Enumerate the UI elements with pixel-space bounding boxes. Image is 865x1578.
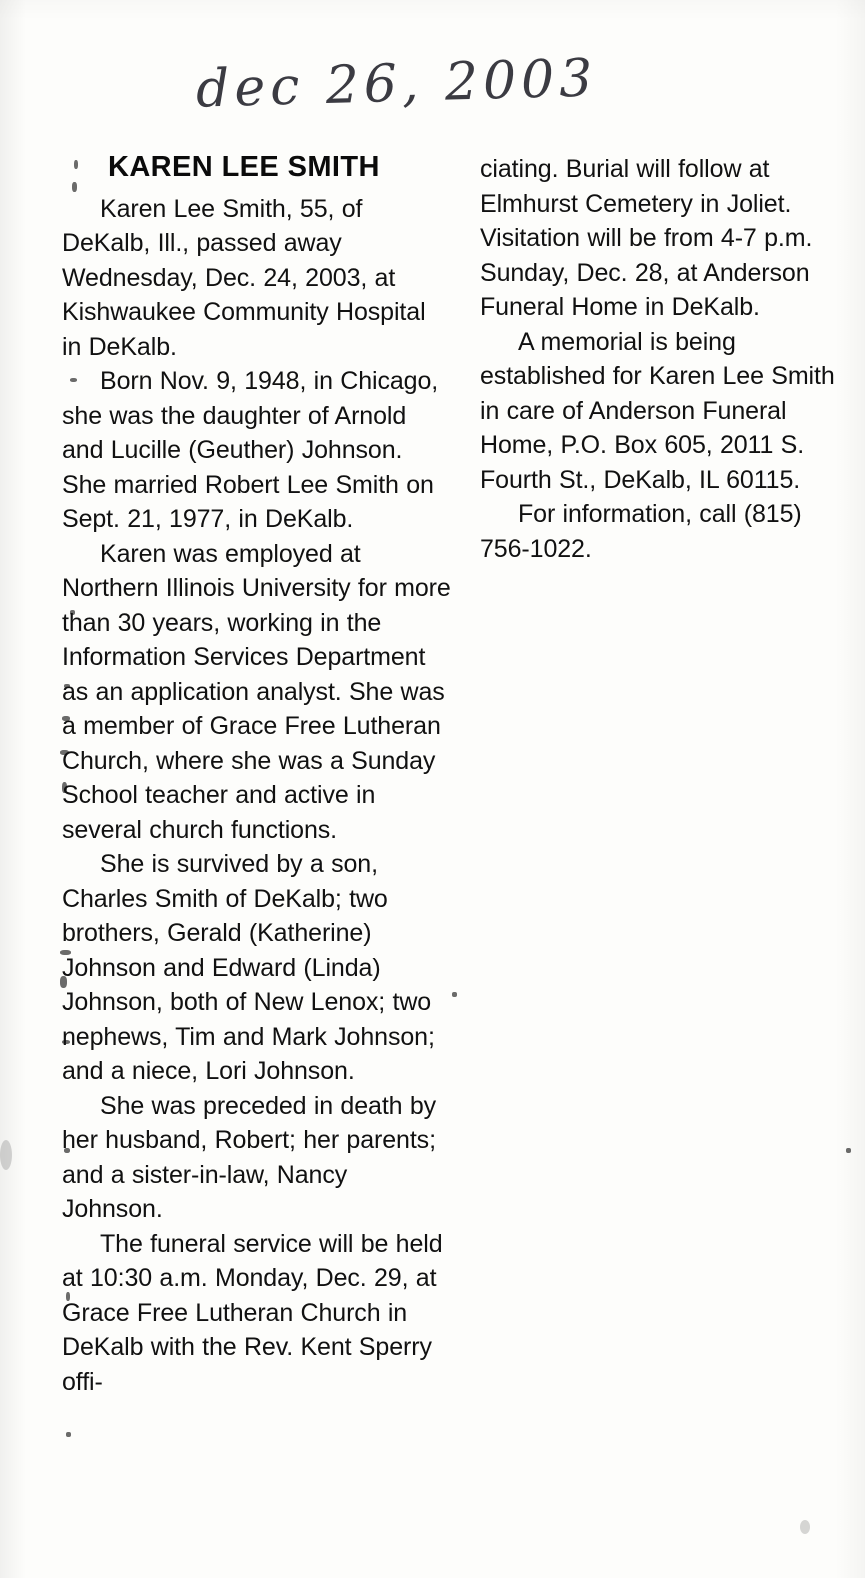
obituary-headline: KAREN LEE SMITH [108, 151, 380, 183]
obituary-paragraph: The funeral service will be held at 10:30 a.m. Monday, Dec. 29, at Grace Free Lutheran Church in DeKalb with the Rev. Kent Sperry offi- [62, 1229, 443, 1396]
handwritten-date-annotation: dec 26, 2003 [195, 48, 599, 120]
obituary-paragraph: She is survived by a son, Charles Smith of DeKalb; two brothers, Gerald (Katherine) Johnson and Edward (Linda) Johnson, both of New Lenox; two nephews, Tim and Mark Johnson; and a niece, Lori Johnson. [62, 850, 435, 1086]
left-column [62, 152, 452, 1399]
obituary-paragraph: For information, call (815) 756-1022. [480, 500, 802, 563]
obituary-paragraph: She was preceded in death by her husband, Robert; her parents; and a sister-in-law, Nancy Johnson. [62, 1091, 437, 1224]
scan-smudge [0, 1140, 12, 1170]
obituary-paragraph: A memorial is being established for Karen Lee Smith in care of Anderson Funeral Home, P.O. Box 605, 2011 S. Fourth St., DeKalb, IL 60115. [480, 327, 835, 494]
obituary-paragraph: Karen was employed at Northern Illinois University for more than 30 years, working in the Information Services Department as an application analyst. She was a member of Grace Free Lutheran Church, where she was a Sunday School teacher and active in several church functions. [62, 539, 451, 844]
obituary-paragraph: Born Nov. 9, 1948, in Chicago, she was the daughter of Arnold and Lucille (Geuther) Johnson. She married Robert Lee Smith on Sept. 21, 1977, in DeKalb. [62, 367, 439, 534]
obituary-clipping [62, 152, 852, 1532]
right-column [480, 152, 852, 566]
obituary-paragraph: Karen Lee Smith, 55, of DeKalb, Ill., passed away Wednesday, Dec. 24, 2003, at Kishwaukee Community Hospital in DeKalb. [62, 194, 426, 361]
obituary-paragraph: ciating. Burial will follow at Elmhurst Cemetery in Joliet. Visitation will be from 4-7 p.m. Sunday, Dec. 28, at Anderson Funeral Home in DeKalb. [480, 155, 813, 321]
